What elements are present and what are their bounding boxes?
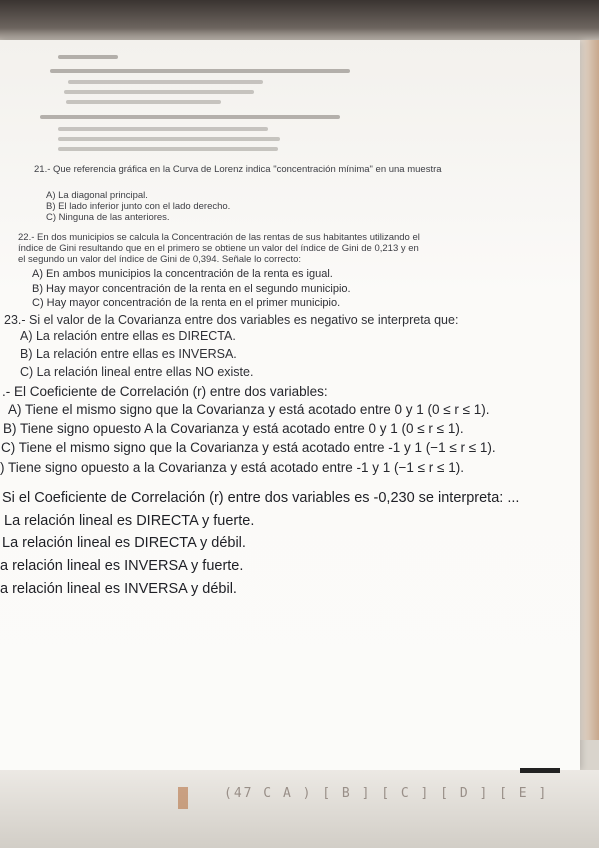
background-top [0, 0, 599, 40]
q23-option-c: C) La relación lineal entre ellas NO existe. [20, 365, 254, 379]
q25-option-a: La relación lineal es DIRECTA y fuerte. [4, 513, 255, 529]
bottom-mark [178, 787, 188, 809]
bottom-page-strip [0, 770, 599, 848]
q22-option-b: B) Hay mayor concentración de la renta en el segundo municipio. [32, 283, 351, 295]
bottom-black-mark [520, 768, 560, 773]
q23-text: 23.- Si el valor de la Covarianza entre dos variables es negativo se interpreta que: [4, 313, 459, 327]
q21-option-c: C) Ninguna de las anteriores. [46, 212, 170, 223]
background-desk [577, 40, 599, 740]
q25-option-b: La relación lineal es DIRECTA y débil. [2, 535, 246, 551]
q25-option-c: a relación lineal es INVERSA y fuerte. [0, 558, 244, 574]
q24-option-c: C) Tiene el mismo signo que la Covarianza y está acotado entre -1 y 1 (−1 ≤ r ≤ 1). [1, 440, 496, 455]
q22-option-a: A) En ambos municipios la concentración de la renta es igual. [32, 268, 333, 280]
q22-text-line-2: índice de Gini resultando que en el primero se obtiene un valor del índice de Gini de 0,213 y en [18, 243, 419, 254]
q22-text-line-1: 22.- En dos municipios se calcula la Concentración de las rentas de sus habitantes utilizando el [18, 232, 420, 243]
q25-text: Si el Coeficiente de Correlación (r) entre dos variables es -0,230 se interpreta: ... [2, 490, 520, 506]
q23-option-b: B) La relación entre ellas es INVERSA. [20, 347, 237, 361]
q24-option-a: A) Tiene el mismo signo que la Covarianza y está acotado entre 0 y 1 (0 ≤ r ≤ 1). [8, 402, 490, 417]
q21-option-a: A) La diagonal principal. [46, 190, 148, 201]
q25-option-d: a relación lineal es INVERSA y débil. [0, 581, 237, 597]
bottom-strip-text: (47 C A ) [ B ] [ C ] [ D ] [ E ] [224, 786, 549, 801]
q24-text: .- El Coeficiente de Correlación (r) entre dos variables: [2, 384, 328, 399]
q24-option-b: B) Tiene signo opuesto A la Covarianza y está acotado entre 0 y 1 (0 ≤ r ≤ 1). [3, 421, 464, 436]
q21-option-b: B) El lado inferior junto con el lado derecho. [46, 201, 231, 212]
q24-option-d: ) Tiene signo opuesto a la Covarianza y está acotado entre -1 y 1 (−1 ≤ r ≤ 1). [0, 460, 464, 475]
q22-text-line-3: el segundo un valor del índice de Gini de 0,394. Señale lo correcto: [18, 254, 302, 265]
q23-option-a: A) La relación entre ellas es DIRECTA. [20, 329, 236, 343]
q21-text: 21.- Que referencia gráfica en la Curva de Lorenz indica "concentración mínima" en una muestra [34, 164, 442, 175]
q22-option-c: C) Hay mayor concentración de la renta en el primer municipio. [32, 297, 341, 309]
